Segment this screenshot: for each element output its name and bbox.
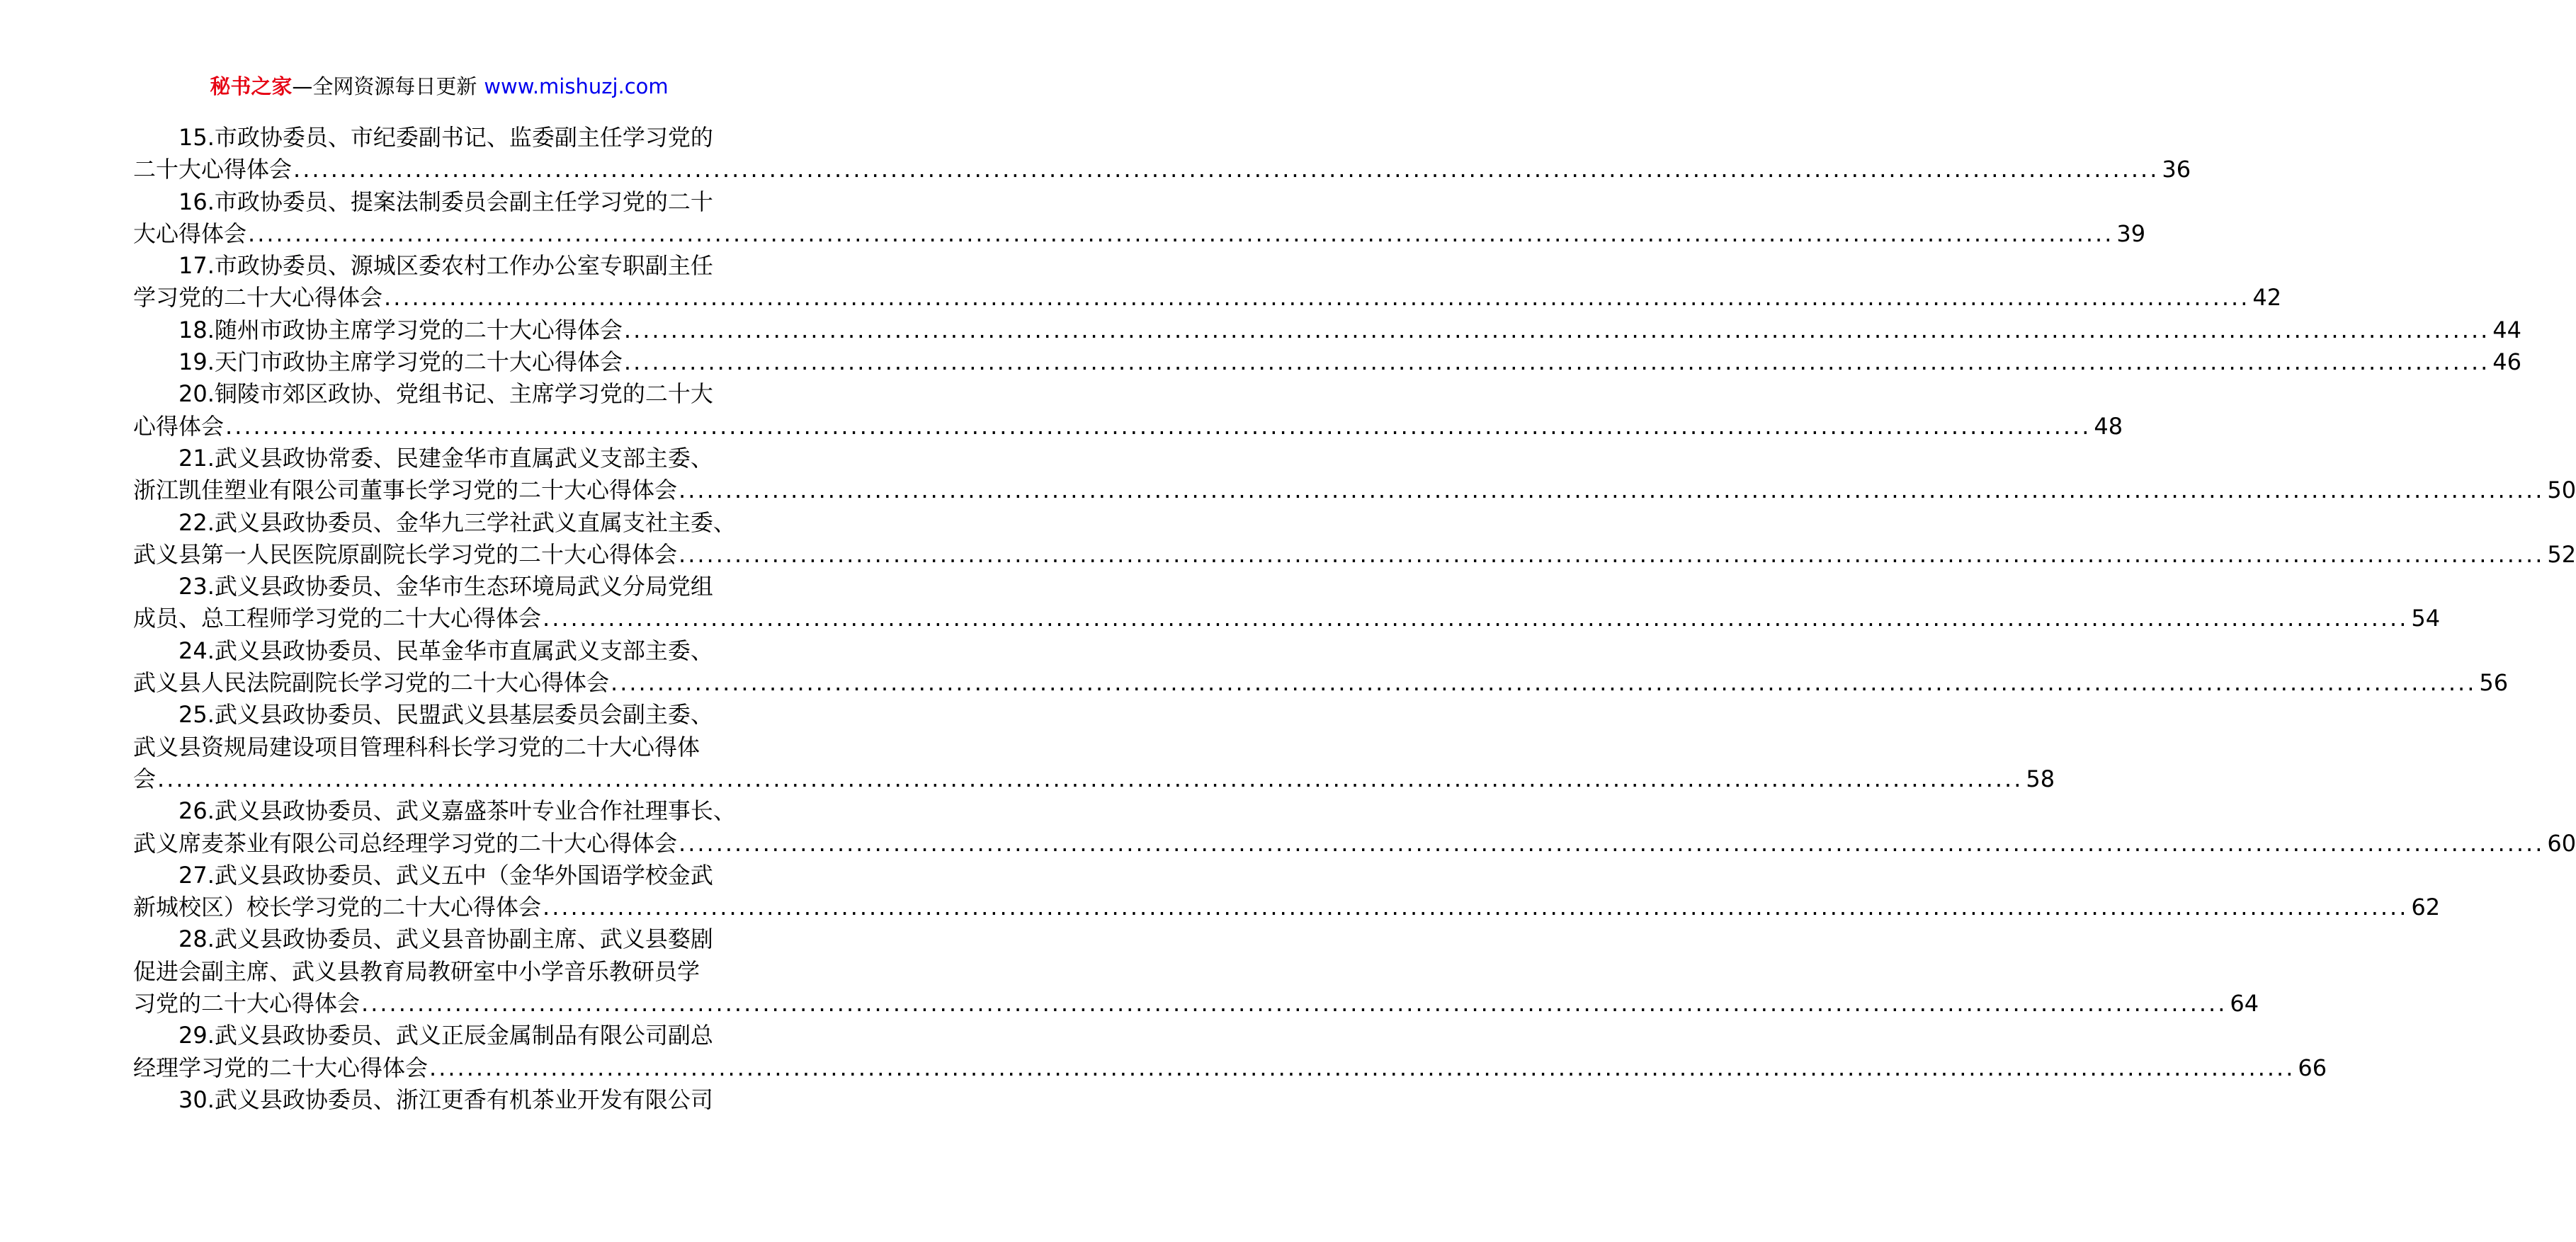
dot-leader: ........................................................................................................................................................................................................ — [384, 284, 2250, 312]
toc-entry-text: 20.铜陵市郊区政协、党组书记、主席学习党的二十大 — [178, 380, 713, 408]
toc-entry-line — [133, 1052, 2327, 1084]
toc-entry-line — [133, 731, 747, 763]
page-number: 58 — [2026, 765, 2055, 792]
dot-leader: ........................................................................................................................................................................................................ — [679, 540, 2545, 568]
page-number: 36 — [2162, 156, 2191, 183]
toc-entry-line — [133, 667, 2509, 699]
toc-entry-line — [133, 860, 747, 891]
page-number: 62 — [2411, 894, 2441, 921]
dot-leader: ........................................................................................................................................................................................................ — [623, 348, 2490, 376]
toc-entry[interactable] — [133, 250, 2282, 314]
toc-entry-line — [133, 539, 2576, 571]
toc-entry[interactable] — [133, 443, 2576, 507]
toc-entry[interactable] — [133, 378, 2123, 443]
dot-leader: ........................................................................................................................................................................................................ — [157, 765, 2024, 792]
dot-leader: ........................................................................................................................................................................................................ — [293, 156, 2160, 183]
toc-entry-text: 26.武义县政协委员、武义嘉盛茶叶专业合作社理事长、 — [178, 797, 736, 825]
toc-entry-line — [133, 411, 2123, 443]
toc-entry-line — [133, 1020, 747, 1052]
toc-entry-text: 武义县资规局建设项目管理科科长学习党的二十大心得体 — [133, 733, 700, 760]
page-header — [0, 72, 878, 101]
page-number: 48 — [2094, 412, 2123, 440]
toc-entry-line — [133, 282, 2282, 314]
toc-entry[interactable] — [133, 122, 2191, 186]
website-link[interactable]: www.mishuzj.com — [484, 74, 669, 98]
toc-entry[interactable] — [133, 1020, 2327, 1084]
dot-leader: ........................................................................................................................................................................................................ — [361, 990, 2228, 1018]
dot-leader: ........................................................................................................................................................................................................ — [543, 894, 2409, 921]
toc-entry-text: 浙江凯佳塑业有限公司董事长学习党的二十大心得体会 — [133, 477, 678, 504]
page-number: 42 — [2252, 284, 2282, 312]
toc-entry-line — [133, 635, 747, 667]
toc-entry-line — [133, 795, 747, 827]
toc-entry-text: 武义席麦茶业有限公司总经理学习党的二十大心得体会 — [133, 829, 678, 857]
toc-entry-text: 武义县人民法院副院长学习党的二十大心得体会 — [133, 669, 610, 697]
page-number: 54 — [2411, 605, 2441, 632]
toc-entry-line — [133, 346, 2521, 378]
toc-entry[interactable] — [133, 923, 2259, 1020]
brand-name: 秘书之家 — [210, 74, 293, 98]
toc-entry-line — [133, 314, 2521, 346]
toc-entry-text: 17.市政协委员、源城区委农村工作办公室专职副主任 — [178, 252, 713, 280]
toc-entry[interactable] — [133, 314, 2521, 346]
page-number: 44 — [2492, 316, 2521, 343]
toc-entry-text: 28.武义县政协委员、武义县音协副主席、武义县婺剧 — [178, 925, 713, 953]
dot-leader: ........................................................................................................................................................................................................ — [248, 220, 2114, 247]
toc-entry-line — [133, 699, 747, 731]
toc-entry-line — [133, 378, 747, 410]
dot-leader: ........................................................................................................................................................................................................ — [623, 316, 2490, 343]
toc-entry-text: 促进会副主席、武义县教育局教研室中小学音乐教研员学 — [133, 957, 700, 985]
dot-leader: ........................................................................................................................................................................................................ — [429, 1054, 2296, 1081]
toc-entry-line — [133, 507, 747, 539]
toc-entry[interactable] — [133, 1084, 747, 1116]
toc-entry-line — [133, 1084, 747, 1116]
toc-entry[interactable] — [133, 507, 2576, 571]
dot-leader: ........................................................................................................................................................................................................ — [225, 412, 2092, 440]
header-slogan: —全网资源每日更新 — [292, 74, 477, 98]
toc-entry-text: 24.武义县政协委员、民革金华市直属武义支部主委、 — [178, 637, 713, 664]
toc-entry-text: 习党的二十大心得体会 — [133, 990, 361, 1018]
table-of-contents — [133, 122, 2576, 1116]
toc-entry-text: 经理学习党的二十大心得体会 — [133, 1054, 429, 1081]
page-number: 50 — [2547, 477, 2576, 504]
toc-entry-text: 18.随州市政协主席学习党的二十大心得体会 — [178, 316, 623, 343]
toc-entry-text: 新城校区）校长学习党的二十大心得体会 — [133, 894, 542, 921]
toc-entry-text: 21.武义县政协常委、民建金华市直属武义支部主委、 — [178, 444, 713, 472]
toc-entry-text: 27.武义县政协委员、武义五中（金华外国语学校金武 — [178, 861, 713, 889]
toc-entry-text: 二十大心得体会 — [133, 156, 293, 183]
toc-entry-text: 19.天门市政协主席学习党的二十大心得体会 — [178, 348, 623, 376]
dot-leader: ........................................................................................................................................................................................................ — [679, 477, 2545, 504]
page-number: 46 — [2492, 348, 2521, 376]
toc-entry[interactable] — [133, 635, 2509, 700]
toc-entry-line — [133, 154, 2191, 186]
toc-entry[interactable] — [133, 699, 2055, 795]
toc-entry[interactable] — [133, 346, 2521, 378]
page-number: 52 — [2547, 540, 2576, 568]
page-number: 39 — [2116, 220, 2146, 247]
toc-entry-text: 29.武义县政协委员、武义正辰金属制品有限公司副总 — [178, 1022, 713, 1049]
toc-entry[interactable] — [133, 186, 2146, 251]
toc-entry-text: 16.市政协委员、提案法制委员会副主任学习党的二十 — [178, 188, 713, 215]
page-number: 60 — [2547, 829, 2576, 857]
toc-entry[interactable] — [133, 860, 2441, 924]
page-number: 56 — [2479, 669, 2509, 697]
toc-entry-line — [133, 828, 2576, 860]
toc-entry-text: 武义县第一人民医院原副院长学习党的二十大心得体会 — [133, 540, 678, 568]
toc-entry-line — [133, 988, 2259, 1020]
toc-entry-line — [133, 186, 747, 218]
toc-entry-text: 成员、总工程师学习党的二十大心得体会 — [133, 605, 542, 632]
toc-entry-text: 学习党的二十大心得体会 — [133, 284, 383, 312]
toc-entry-text: 心得体会 — [133, 412, 225, 440]
toc-entry-line — [133, 250, 747, 282]
toc-entry-line — [133, 763, 2055, 795]
dot-leader: ........................................................................................................................................................................................................ — [543, 605, 2409, 632]
toc-entry-line — [133, 603, 2441, 634]
toc-entry[interactable] — [133, 571, 2441, 635]
toc-entry-text: 会 — [133, 765, 157, 792]
toc-entry-text: 30.武义县政协委员、浙江更香有机茶业开发有限公司 — [178, 1086, 713, 1113]
toc-entry-line — [133, 218, 2146, 250]
toc-entry-line — [133, 956, 747, 988]
toc-entry-text: 23.武义县政协委员、金华市生态环境局武义分局党组 — [178, 573, 713, 600]
toc-entry-text: 15.市政协委员、市纪委副书记、监委副主任学习党的 — [178, 124, 713, 151]
dot-leader: ........................................................................................................................................................................................................ — [679, 829, 2545, 857]
dot-leader: ........................................................................................................................................................................................................ — [611, 669, 2477, 697]
toc-entry-text: 22.武义县政协委员、金华九三学社武义直属支社主委、 — [178, 508, 736, 536]
toc-entry-line — [133, 443, 747, 474]
toc-entry-line — [133, 891, 2441, 923]
page-number: 64 — [2230, 990, 2259, 1018]
toc-entry-line — [133, 474, 2576, 506]
toc-entry[interactable] — [133, 795, 2576, 860]
toc-entry-text: 大心得体会 — [133, 220, 247, 247]
toc-entry-line — [133, 571, 747, 603]
toc-entry-line — [133, 923, 747, 955]
page-number: 66 — [2298, 1054, 2327, 1081]
toc-entry-line — [133, 122, 747, 154]
toc-entry-text: 25.武义县政协委员、民盟武义县基层委员会副主委、 — [178, 701, 713, 729]
